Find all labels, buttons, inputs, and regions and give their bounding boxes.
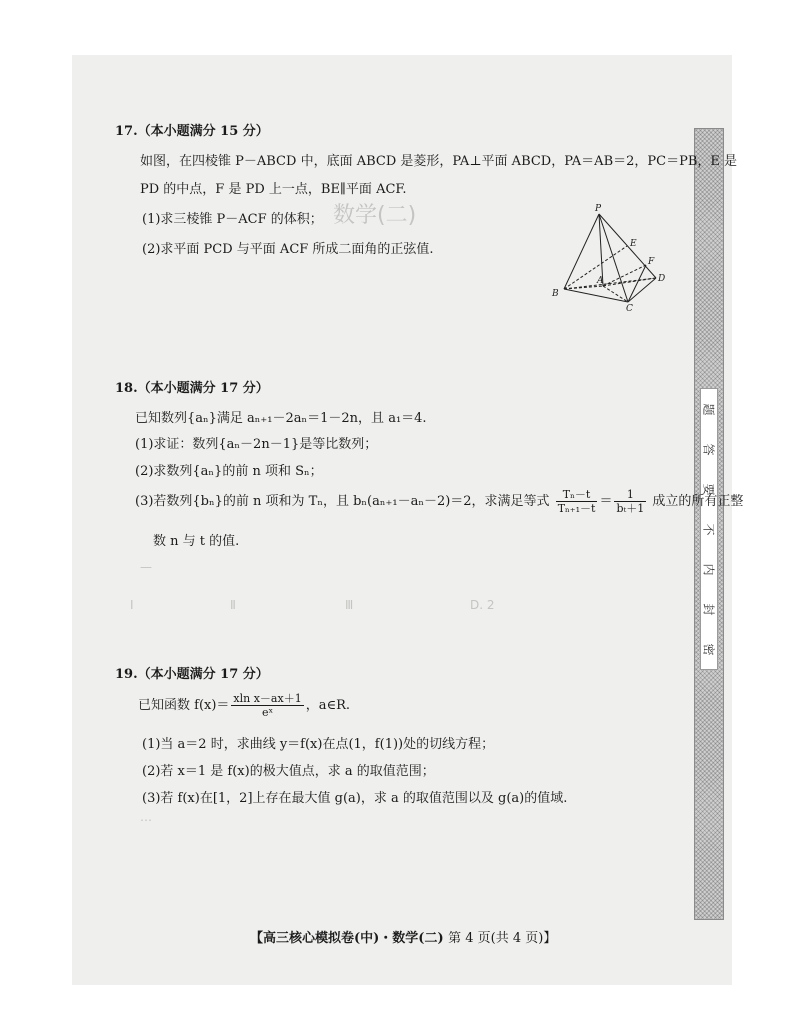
seal-char: 要 xyxy=(701,482,716,496)
q17-heading: 17.（本小题满分 15 分） xyxy=(115,124,269,139)
q18-part2: (2)求数列{aₙ}的前 n 项和 Sₙ； xyxy=(135,464,323,479)
bleed-title: 数学(二) xyxy=(333,203,417,228)
seal-char: 不 xyxy=(701,522,716,536)
q19-stem xyxy=(138,692,350,719)
label-b: B xyxy=(552,289,559,299)
q18-stem: 已知数列{aₙ}满足 aₙ₊₁－2aₙ＝1－2n，且 a₁＝4. xyxy=(135,411,427,426)
fraction-t-numerator: Tₙ－t xyxy=(556,488,598,502)
q19-stem-domain: ，a∈R. xyxy=(305,698,350,713)
page-footer xyxy=(250,927,556,946)
q18-part1: (1)求证：数列{aₙ－2n－1}是等比数列； xyxy=(135,437,378,452)
label-d: D xyxy=(658,274,666,284)
function-numerator: xln x－ax＋1 xyxy=(233,692,302,705)
seal-char: 答 xyxy=(701,442,716,456)
equals-sign: ＝ xyxy=(599,494,613,509)
seal-char: 封 xyxy=(701,602,716,616)
bleed-text: Ⅲ xyxy=(345,598,354,612)
edge-bc xyxy=(564,289,628,302)
q19-stem-text: 已知函数 f(x)＝ xyxy=(138,698,230,713)
bleed-text: Ⅰ xyxy=(130,598,134,612)
bleed-text: … xyxy=(140,810,152,824)
fraction-t xyxy=(556,488,598,515)
q18-part3-text-end: 成立的所有正整 xyxy=(652,494,744,509)
q19-part1: (1)当 a＝2 时，求曲线 y＝f(x)在点(1，f(1))处的切线方程； xyxy=(142,737,495,752)
bleed-text: Ⅱ xyxy=(230,598,236,612)
seal-notice xyxy=(700,388,718,670)
fraction-b-denominator: bₜ＋1 xyxy=(616,502,645,515)
edge-pd xyxy=(599,214,656,278)
footer-title: 【高三核心模拟卷(中)・数学(二) xyxy=(250,931,444,946)
label-f: F xyxy=(648,257,655,267)
q18-heading: 18.（本小题满分 17 分） xyxy=(115,381,269,396)
q19-heading: 19.（本小题满分 17 分） xyxy=(115,667,269,682)
pyramid-figure xyxy=(548,200,672,312)
edge-cd xyxy=(628,278,656,302)
function-denominator: eˣ xyxy=(261,706,274,719)
q19-part2: (2)若 x＝1 是 f(x)的极大值点，求 a 的取值范围； xyxy=(142,764,435,779)
seal-char: 密 xyxy=(701,642,716,656)
q18-part3-continued: 数 n 与 t 的值. xyxy=(153,534,240,549)
q17-stem-line1: 如图，在四棱锥 P－ABCD 中，底面 ABCD 是菱形，PA⊥平面 ABCD，PA＝AB＝2，PC＝PB，E 是 xyxy=(140,154,738,169)
q18-part3 xyxy=(135,488,743,515)
fraction-t-denominator: Tₙ₊₁－t xyxy=(557,502,596,515)
segment-be xyxy=(564,246,627,289)
label-c: C xyxy=(626,304,633,312)
q17-stem-line2: PD 的中点，F 是 PD 上一点，BE∥平面 ACF. xyxy=(140,182,407,197)
label-a: A xyxy=(597,276,604,286)
footer-page-number: 第 4 页(共 4 页)】 xyxy=(448,931,557,946)
edge-pb xyxy=(564,214,599,289)
seal-char: 题 xyxy=(701,402,716,416)
segment-cf xyxy=(628,265,646,302)
bleed-text: — xyxy=(140,560,152,574)
fraction-b-numerator: 1 xyxy=(614,488,646,502)
function-fraction xyxy=(231,692,303,719)
q17-part1: (1)求三棱锥 P－ACF 的体积； xyxy=(142,212,323,227)
label-e: E xyxy=(630,239,637,249)
fraction-b xyxy=(614,488,646,515)
q19-part3: (3)若 f(x)在[1，2]上存在最大值 g(a)，求 a 的取值范围以及 g(a)的值域. xyxy=(142,791,568,806)
edge-pc xyxy=(599,214,628,302)
q17-part2: (2)求平面 PCD 与平面 ACF 所成二面角的正弦值. xyxy=(142,242,434,257)
q18-part3-text: (3)若数列{bₙ}的前 n 项和为 Tₙ，且 bₙ(aₙ₊₁－aₙ－2)＝2，求满足等式 xyxy=(135,494,550,509)
seal-char: 内 xyxy=(701,562,716,576)
label-p: P xyxy=(595,204,602,214)
bleed-text: D. 2 xyxy=(470,598,495,612)
